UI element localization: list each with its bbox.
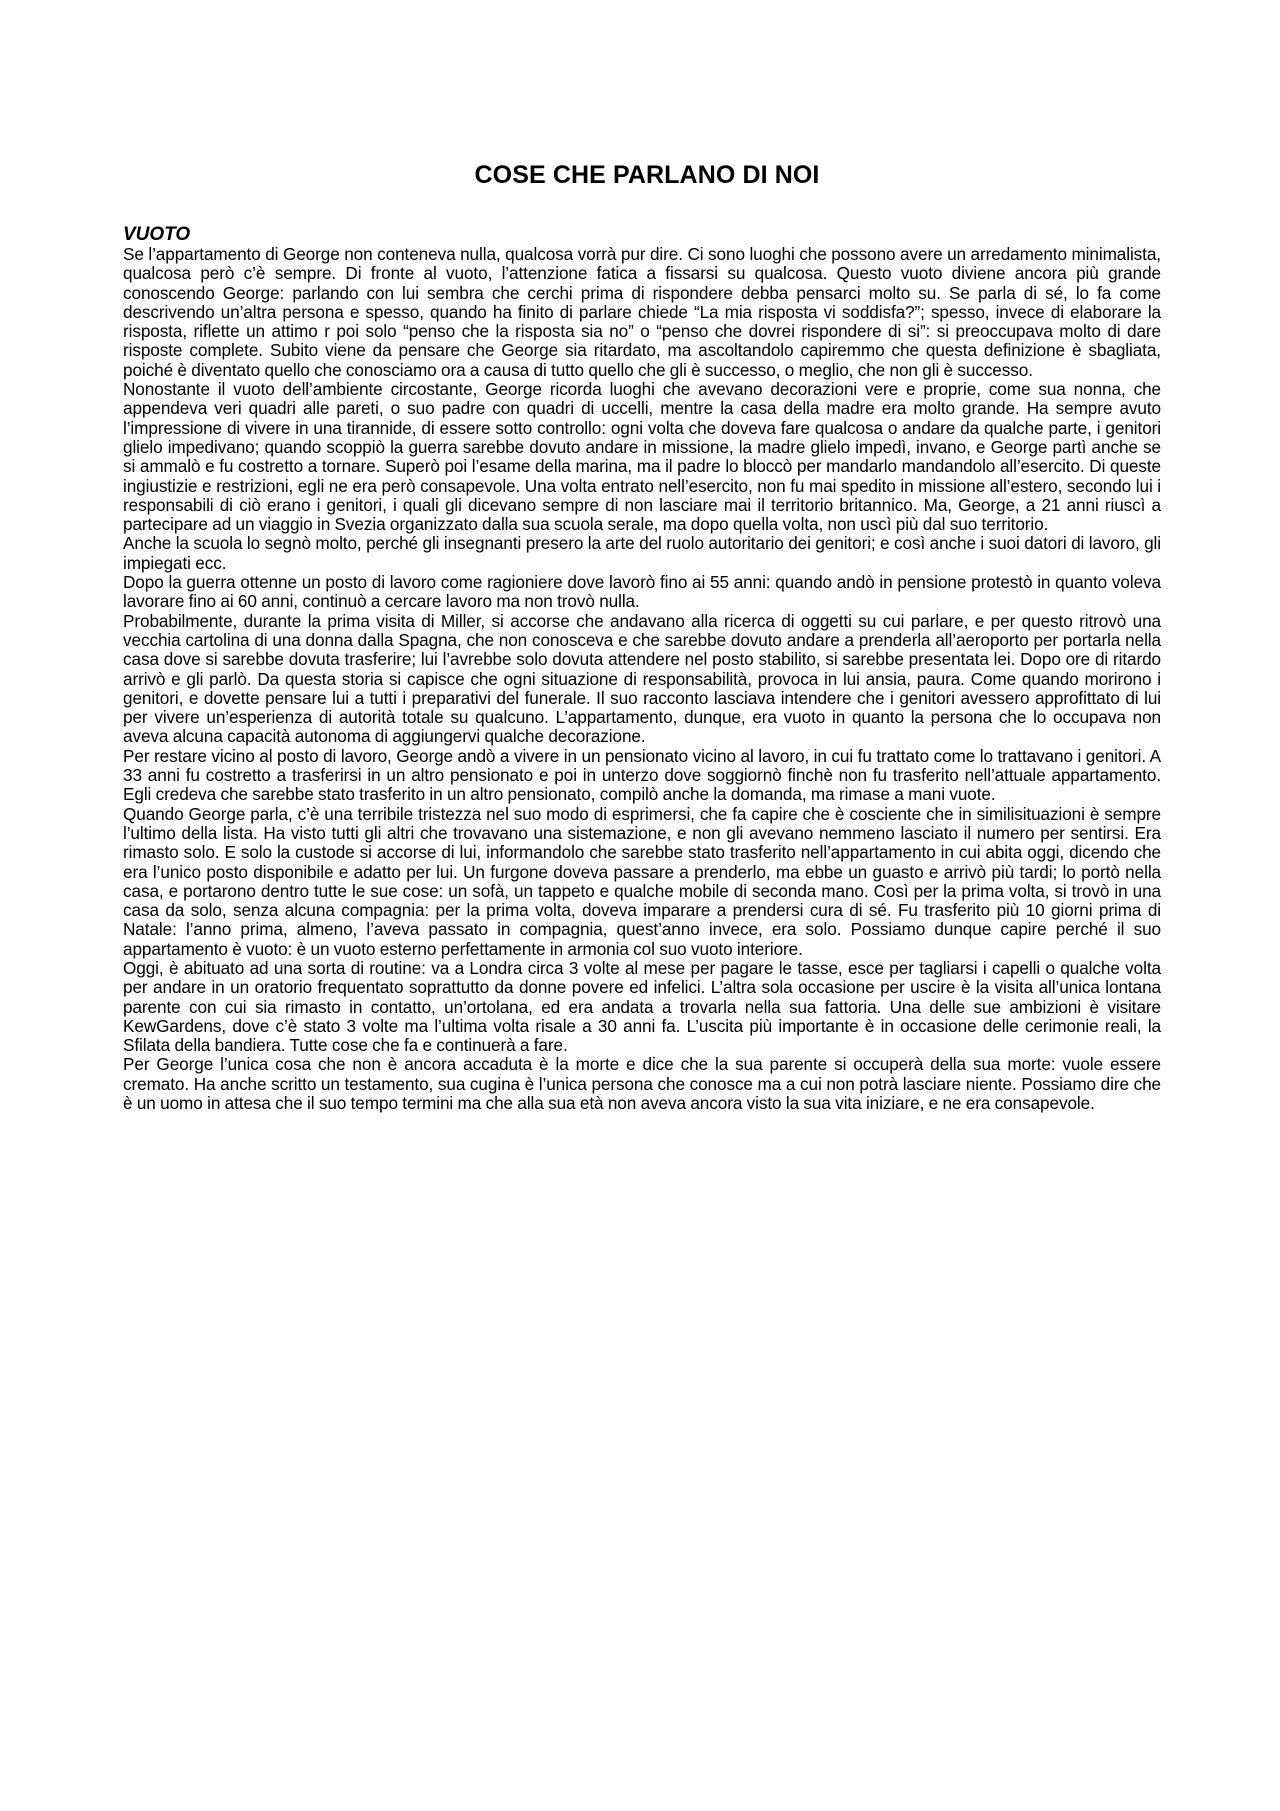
paragraph: Per George l’unica cosa che non è ancora accaduta è la morte e dice che la sua parente si occuperà della sua morte: vuole essere cremato. Ha anche scritto un testamento, sua cugina è l’unica persona che conosce ma a cui non potrà lasciare niente. Possiamo dire che è un uomo in attesa che il suo tempo termini ma che alla sua età non aveva ancora visto la sua vita iniziare, e ne era consapevole. — [123, 1054, 1161, 1114]
paragraph: Per restare vicino al posto di lavoro, George andò a vivere in un pensionato vicino al lavoro, in cui fu trattato come lo trattavano i genitori. A 33 anni fu costretto a trasferirsi in un altro pensionato e poi in unterzo dove soggiornò finchè non fu trasferito nell’attuale appartamento. Egli credeva che sarebbe stato trasferito in un altro pensionato, compilò anche la domanda, ma rimase a mani vuote. — [123, 745, 1161, 805]
paragraph: Anche la scuola lo segnò molto, perché gli insegnanti presero la arte del ruolo autoritario dei genitori; e così anche i suoi datori di lavoro, gli impiegati ecc. — [123, 533, 1161, 573]
section-heading: VUOTO — [123, 224, 191, 245]
paragraph: Nonostante il vuoto dell’ambiente circostante, George ricorda luoghi che avevano decorazioni vere e proprie, come sua nonna, che appendeva veri quadri alle pareti, o suo padre con quadri di uccelli, mentre la casa della madre era molto grande. Ha sempre avuto l’impressione di vivere in una tirannide, di essere sotto controllo: ogni volta che doveva fare qualcosa o andare da qualche parte, i genitori glielo impedivano; quando scoppiò la guerra sarebbe dovuto andare in missione, la madre glielo impedì, invano, e George partì anche se si ammalò e fu costretto a tornare. Superò poi l’esame della marina, ma il padre lo bloccò per mandarlo mandandolo all’esercito. Di queste ingiustizie e restrizioni, egli ne era però consapevole. Una volta entrato nell’esercito, non fu mai spedito in missione all’estero, secondo lui i responsabili di ciò erano i genitori, i quali gli dicevano sempre di non lasciare mai il territorio britannico. Ma, George, a 21 anni riuscì a partecipare ad un viaggio in Svezia organizzato dalla sua scuola serale, ma dopo quella volta, non uscì più dal suo territorio. — [123, 379, 1161, 535]
paragraph: Dopo la guerra ottenne un posto di lavoro come ragioniere dove lavorò fino ai 55 anni: quando andò in pensione protestò in quanto voleva lavorare fino ai 60 anni, continuò a cercare lavoro ma non trovò nulla. — [123, 572, 1161, 612]
paragraph: Probabilmente, durante la prima visita di Miller, si accorse che andavano alla ricerca di oggetti su cui parlare, e per questo ritrovò una vecchia cartolina di una donna dalla Spagna, che non conosceva e che sarebbe dovuto andare a prenderla all’aeroporto per portarla nella casa dove si sarebbe dovuta trasferire; lui l’avrebbe solo dovuta attendere nel posto stabilito, si sarebbe presentata lei. Dopo ore di ritardo arrivò e gli parlò. Da questa storia si capisce che ogni situazione di responsabilità, provoca in lui ansia, paura. Come quando morirono i genitori, e dovette pensare lui a tutti i preparativi del funerale. Il suo racconto lasciava intendere che i genitori avessero approfittato di lui per vivere un’esperienza di autorità totale su qualcuno. L’appartamento, dunque, era vuoto in quanto la persona che lo occupava non aveva alcuna capacità autonoma di aggiungervi qualche decorazione. — [123, 610, 1161, 747]
paragraph: Oggi, è abituato ad una sorta di routine: va a Londra circa 3 volte al mese per pagare le tasse, esce per tagliarsi i capelli o qualche volta per andare in un oratorio frequentato soprattutto da donne povere ed infelici. L’altra sola occasione per uscire è la visita all’unica lontana parente con cui sia rimasto in contatto, un’ortolana, ed era andata a trovarla nella sua fattoria. Una delle sue ambizioni è visitare KewGardens, dove c’è stato 3 volte ma l’ultima volta risale a 30 anni fa. L’uscita più importante è in occasione delle cerimonie reali, la Sfilata della bandiera. Tutte cose che fa e continuerà a fare. — [123, 957, 1161, 1056]
document-body — [123, 158, 1161, 1113]
document-title: COSE CHE PARLANO DI NOI — [474, 161, 820, 189]
paragraph: Quando George parla, c’è una terribile tristezza nel suo modo di esprimersi, che fa capire che è cosciente che in similisituazioni è sempre l’ultimo della lista. Ha visto tutti gli altri che trovavano una sistemazione, e non gli avevano nemmeno lasciato il numero per sentirsi. Era rimasto solo. E solo la custode si accorse di lui, informandolo che sarebbe stato trasferito nell’appartamento in cui abita oggi, dicendo che era l’unico posto disponibile e adatto per lui. Un furgone doveva passare a prenderlo, ma ebbe un guasto e arrivò più tardi; lo portò nella casa, e portarono dentro tutte le sue cose: un sofà, un tappeto e qualche mobile di seconda mano. Così per la prima volta, si trovò in una casa da solo, senza alcuna compagnia: per la prima volta, doveva imparare a prendersi cura di sé. Fu trasferito più 10 giorni prima di Natale: l’anno prima, almeno, l’aveva passato in compagnia, quest’anno invece, era solo. Possiamo dunque capire perché il suo appartamento è vuoto: è un vuoto esterno perfettamente in armonia col suo vuoto interiore. — [123, 803, 1161, 959]
paragraph: Se l’appartamento di George non conteneva nulla, qualcosa vorrà pur dire. Ci sono luoghi che possono avere un arredamento minimalista, qualcosa però c’è sempre. Di fronte al vuoto, l’attenzione fatica a fissarsi su qualcosa. Questo vuoto diviene ancora più grande conoscendo George: parlando con lui sembra che cerchi prima di rispondere debba pensarci molto su. Se parla di sé, lo fa come descrivendo un’altra persona e spesso, quando ha finito di parlare chiede “La mia risposta vi soddisfa?”; spesso, invece di elaborare la risposta, riflette un attimo r poi solo “penso che la risposta sia no” o “penso che dovrei rispondere di si”: si preoccupava molto di dare risposte complete. Subito viene da pensare che George sia ritardato, ma ascoltandolo capiremmo che questa definizione è sbagliata, poiché è diventato quello che conosciamo ora a causa di tutto quello che gli è successo, o meglio, che non gli è successo. — [123, 244, 1161, 380]
